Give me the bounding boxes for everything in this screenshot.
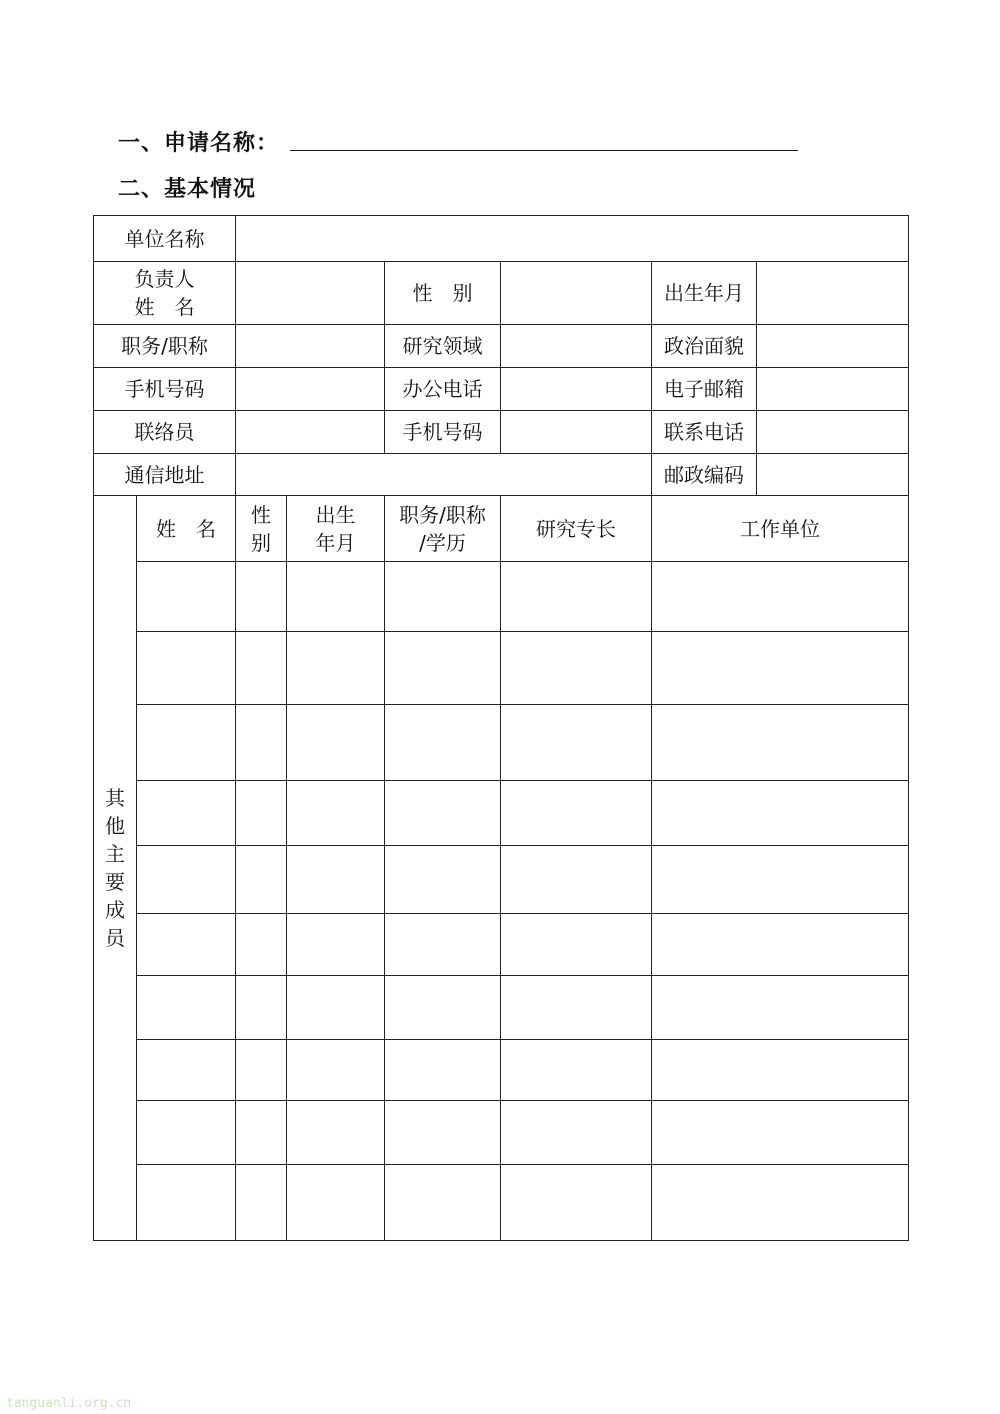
section-title-basic-info: 二、基本情况	[118, 177, 257, 202]
member-gender-cell[interactable]	[236, 976, 287, 1040]
member-position-cell[interactable]	[385, 562, 501, 632]
leader-name-label: 负责人 姓 名	[94, 262, 236, 325]
liaison-mobile-field[interactable]	[501, 411, 652, 454]
member-birth-cell[interactable]	[287, 632, 385, 705]
member-workplace-cell[interactable]	[652, 1165, 909, 1241]
member-specialty-cell[interactable]	[501, 781, 652, 846]
member-workplace-cell[interactable]	[652, 1040, 909, 1101]
member-birth-cell[interactable]	[287, 976, 385, 1040]
member-birth-cell[interactable]	[287, 562, 385, 632]
member-position-header: 职务/职称 /学历	[385, 496, 501, 562]
member-specialty-cell[interactable]	[501, 1040, 652, 1101]
member-birth-cell[interactable]	[287, 1040, 385, 1101]
liaison-mobile-label: 手机号码	[385, 411, 501, 454]
contact-phone-field[interactable]	[757, 411, 909, 454]
member-birth-cell[interactable]	[287, 1101, 385, 1165]
member-row	[94, 1101, 909, 1165]
member-birth-cell[interactable]	[287, 705, 385, 781]
member-position-cell[interactable]	[385, 632, 501, 705]
member-gender-cell[interactable]	[236, 562, 287, 632]
leader-birth-field[interactable]	[757, 262, 909, 325]
postcode-label: 邮政编码	[652, 454, 757, 496]
leader-gender-label: 性 别	[385, 262, 501, 325]
address-field[interactable]	[236, 454, 652, 496]
member-name-cell[interactable]	[137, 1165, 236, 1241]
member-name-cell[interactable]	[137, 846, 236, 914]
member-name-cell[interactable]	[137, 914, 236, 976]
member-birth-header: 出生 年月	[287, 496, 385, 562]
contact-phone-label: 联系电话	[652, 411, 757, 454]
liaison-label: 联络员	[94, 411, 236, 454]
member-position-cell[interactable]	[385, 1165, 501, 1241]
member-workplace-cell[interactable]	[652, 562, 909, 632]
member-name-header: 姓 名	[137, 496, 236, 562]
member-name-cell[interactable]	[137, 781, 236, 846]
member-position-cell[interactable]	[385, 846, 501, 914]
unit-name-label: 单位名称	[94, 216, 236, 262]
member-gender-cell[interactable]	[236, 914, 287, 976]
member-specialty-cell[interactable]	[501, 632, 652, 705]
leader-birth-label: 出生年月	[652, 262, 757, 325]
basic-info-table	[93, 215, 909, 1241]
political-status-label: 政治面貌	[652, 325, 757, 368]
member-position-cell[interactable]	[385, 1040, 501, 1101]
member-row	[94, 1165, 909, 1241]
member-birth-cell[interactable]	[287, 1165, 385, 1241]
member-birth-cell[interactable]	[287, 781, 385, 846]
member-workplace-cell[interactable]	[652, 781, 909, 846]
member-position-cell[interactable]	[385, 1101, 501, 1165]
liaison-field[interactable]	[236, 411, 385, 454]
member-row	[94, 914, 909, 976]
member-gender-cell[interactable]	[236, 846, 287, 914]
member-birth-cell[interactable]	[287, 914, 385, 976]
member-gender-cell[interactable]	[236, 781, 287, 846]
member-name-cell[interactable]	[137, 632, 236, 705]
mobile-field[interactable]	[236, 368, 385, 411]
member-specialty-cell[interactable]	[501, 846, 652, 914]
leader-name-field[interactable]	[236, 262, 385, 325]
office-phone-label: 办公电话	[385, 368, 501, 411]
email-field[interactable]	[757, 368, 909, 411]
member-position-cell[interactable]	[385, 976, 501, 1040]
member-specialty-cell[interactable]	[501, 914, 652, 976]
member-name-cell[interactable]	[137, 562, 236, 632]
member-workplace-cell[interactable]	[652, 1101, 909, 1165]
member-row	[94, 705, 909, 781]
member-workplace-cell[interactable]	[652, 976, 909, 1040]
member-name-cell[interactable]	[137, 705, 236, 781]
member-workplace-cell[interactable]	[652, 914, 909, 976]
member-specialty-header: 研究专长	[501, 496, 652, 562]
research-field-label: 研究领域	[385, 325, 501, 368]
office-phone-field[interactable]	[501, 368, 652, 411]
member-name-cell[interactable]	[137, 976, 236, 1040]
member-workplace-header: 工作单位	[652, 496, 909, 562]
watermark-text: tanguanli.org.cn	[6, 1396, 132, 1411]
address-label: 通信地址	[94, 454, 236, 496]
member-specialty-cell[interactable]	[501, 1165, 652, 1241]
member-workplace-cell[interactable]	[652, 632, 909, 705]
research-field-field[interactable]	[501, 325, 652, 368]
member-specialty-cell[interactable]	[501, 562, 652, 632]
member-specialty-cell[interactable]	[501, 705, 652, 781]
unit-name-field[interactable]	[236, 216, 909, 262]
member-name-cell[interactable]	[137, 1101, 236, 1165]
member-workplace-cell[interactable]	[652, 705, 909, 781]
member-workplace-cell[interactable]	[652, 846, 909, 914]
member-specialty-cell[interactable]	[501, 976, 652, 1040]
member-position-cell[interactable]	[385, 705, 501, 781]
member-position-cell[interactable]	[385, 781, 501, 846]
leader-gender-field[interactable]	[501, 262, 652, 325]
position-title-field[interactable]	[236, 325, 385, 368]
member-gender-cell[interactable]	[236, 705, 287, 781]
member-specialty-cell[interactable]	[501, 1101, 652, 1165]
postcode-field[interactable]	[757, 454, 909, 496]
member-row	[94, 781, 909, 846]
email-label: 电子邮箱	[652, 368, 757, 411]
application-name-underline[interactable]	[290, 150, 798, 151]
position-title-label: 职务/职称	[94, 325, 236, 368]
other-members-label: 其 他 主 要 成 员	[94, 496, 137, 1241]
member-gender-cell[interactable]	[236, 1165, 287, 1241]
member-row	[94, 1040, 909, 1101]
member-gender-cell[interactable]	[236, 1101, 287, 1165]
section-title-application-name: 一、申请名称：	[118, 131, 280, 156]
member-name-cell[interactable]	[137, 1040, 236, 1101]
member-row	[94, 976, 909, 1040]
member-gender-header: 性 别	[236, 496, 287, 562]
member-gender-cell[interactable]	[236, 632, 287, 705]
member-row	[94, 846, 909, 914]
member-position-cell[interactable]	[385, 914, 501, 976]
member-gender-cell[interactable]	[236, 1040, 287, 1101]
member-row	[94, 632, 909, 705]
member-row	[94, 562, 909, 632]
member-birth-cell[interactable]	[287, 846, 385, 914]
mobile-label: 手机号码	[94, 368, 236, 411]
political-status-field[interactable]	[757, 325, 909, 368]
